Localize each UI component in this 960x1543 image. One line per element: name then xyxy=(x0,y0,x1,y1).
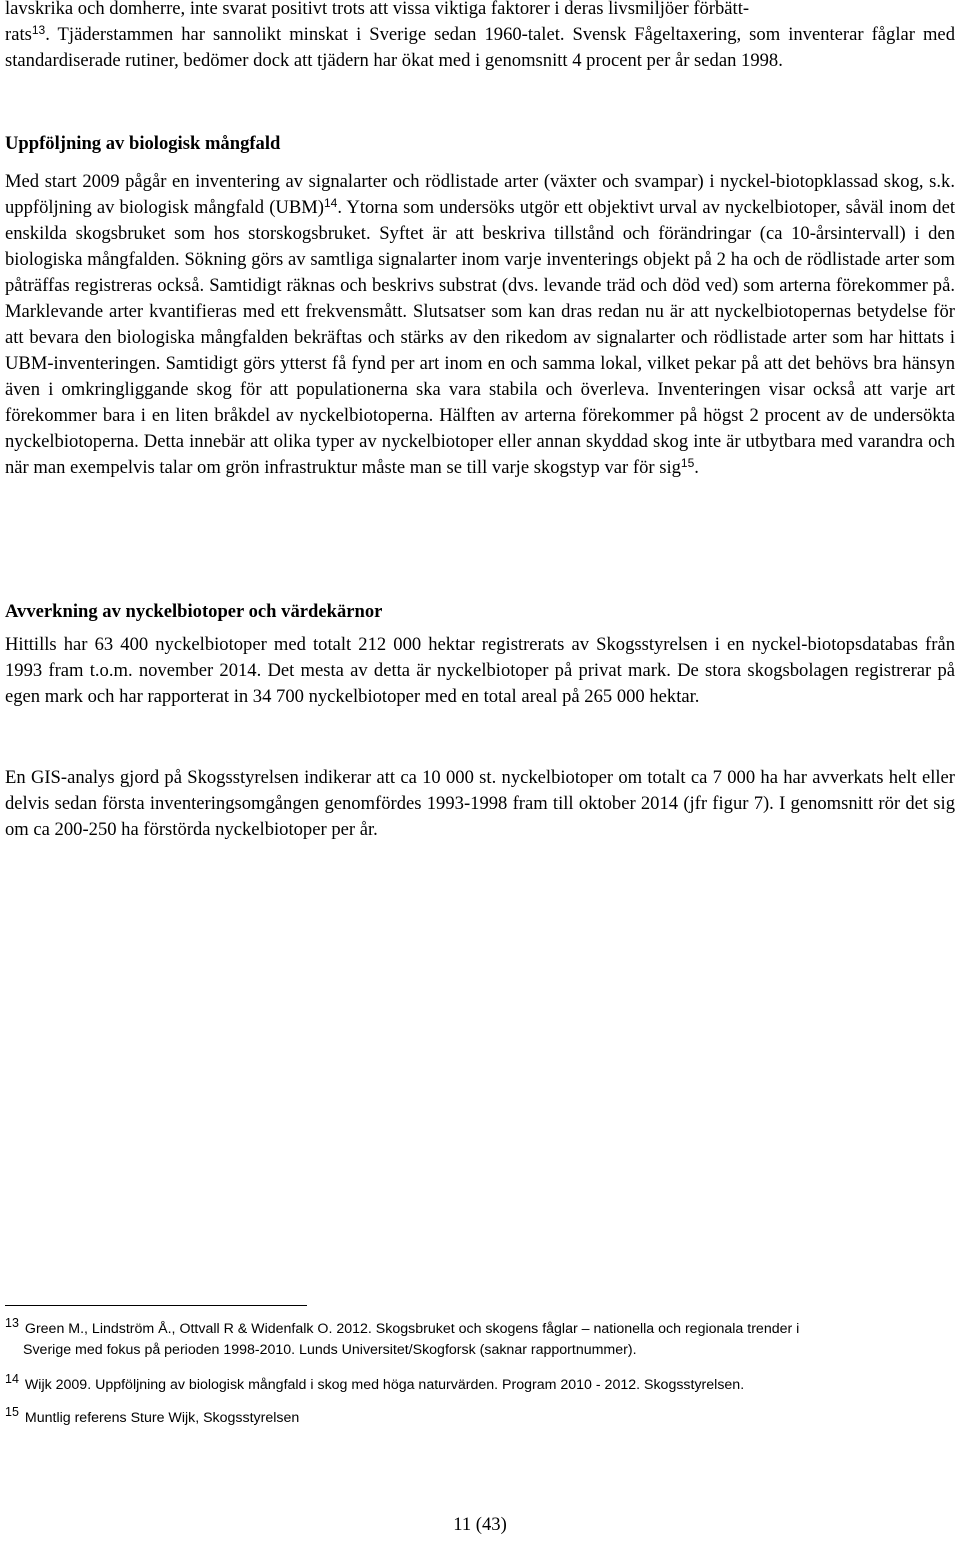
footnote-14 xyxy=(5,1369,744,1396)
intro-line1: lavskrika och domherre, inte svarat positivt trots att vissa viktiga faktorer i deras livsmiljöer förbätt- xyxy=(5,0,750,19)
intro-text-a: rats xyxy=(5,24,32,45)
footnote-ref-15[interactable]: 15 xyxy=(680,456,695,470)
footnote-divider xyxy=(5,1305,307,1306)
footnote-ref-13[interactable]: 13 xyxy=(31,23,46,37)
footnote-ref-14[interactable]: 14 xyxy=(323,196,338,210)
intro-paragraph xyxy=(5,0,955,74)
footnote-text: Wijk 2009. Uppföljning av biologisk mångfald i skog med höga naturvärden. Program 2010 - 2012. Skogsstyrelsen. xyxy=(24,1377,745,1393)
footnote-number: 15 xyxy=(5,1405,19,1419)
section-heading-biologisk-mangfald: Uppföljning av biologisk mångfald xyxy=(5,133,281,154)
section1-text-c: . xyxy=(694,457,699,478)
footnote-13 xyxy=(5,1313,799,1361)
footnote-number: 14 xyxy=(5,1372,19,1386)
section1-text-b: . Ytorna som undersöks utgör ett objektivt urval av nyckelbiotoper, såväl inom det enskilda skogsbruket som hos storskogsbruket. Syftet är att beskriva tillstånd och förändringar (ca 10-årsintervall) i den biologiska mångfalden. Sökning görs av samtliga signalarter inom varje inventerings objekt på 2 ha och de rödlistade arter som påträffas registreras också. Samtidigt räknas och beskrivs substrat (dvs. levande träd och död ved) som arterna förekommer på. Marklevande arter kvantifieras med ett frekvensmått. Slutsatser som kan dras redan nu är att nyckelbiotopernas betydelse för att bevara den biologiska mångfalden bekräftas och stärks av den rikedom av signalarter och rödlistade arter som har hittats i UBM-inventeringen. Samtidigt görs ytterst få fynd per art inom en och samma lokal, vilket pekar på att det behövs bra hänsyn även i omkringliggande skog för att populationerna ska vara stabila och överleva. Inventeringen visar också att varje art förekommer bara i en liten bråkdel av nyckelbiotoperna. Hälften av arterna förekommer på högst 2 procent av de undersökta nyckelbiotoperna. Detta innebär att olika typer av nyckelbiotoper eller annan skyddad skog inte är utbytbara med varandra och när man exempelvis talar om grön infrastruktur måste man se till varje skogstyp var för sig xyxy=(5,197,955,478)
section-biologisk-mangfald-paragraph xyxy=(5,169,955,481)
footnote-15 xyxy=(5,1402,299,1429)
avverkning-paragraph-2: En GIS-analys gjord på Skogsstyrelsen indikerar att ca 10 000 st. nyckelbiotoper om totalt ca 7 000 ha har avverkats helt eller delvis sedan första inventeringsomgången genomfördes 1993-1998 fram till oktober 2014 (jfr figur 7). I genomsnitt rör det sig om ca 200-250 ha förstörda nyckelbiotoper per år. xyxy=(5,767,955,840)
page-number: 11 (43) xyxy=(453,1514,507,1535)
footnote-number: 13 xyxy=(5,1316,19,1330)
footnote-text: Muntlig referens Sture Wijk, Skogsstyrelsen xyxy=(24,1410,300,1426)
intro-text-b: . Tjäderstammen har sannolikt minskat i Sverige sedan 1960-talet. Svensk Fågeltaxering, som inventerar fåglar med standardiserade rutiner, bedömer dock att tjädern har ökat med i genomsnitt 4 procent per år sedan 1998. xyxy=(5,24,955,71)
footnote-text: Green M., Lindström Å., Ottvall R & Widenfalk O. 2012. Skogsbruket och skogens fåglar – nationella och regionala trender i xyxy=(24,1321,800,1337)
section-heading-avverkning: Avverkning av nyckelbiotoper och värdekärnor xyxy=(5,601,383,622)
section1-text-a: Med start 2009 pågår en inventering av signalarter och rödlistade arter (växter och svampar) i nyckel-biotopklassad skog, s.k. uppföljning av biologisk mångfald (UBM) xyxy=(5,171,955,218)
footnote-text-continued: Sverige med fokus på perioden 1998-2010. Lunds Universitet/Skogforsk (saknar rapportnummer). xyxy=(23,1342,637,1358)
avverkning-paragraph-1: Hittills har 63 400 nyckelbiotoper med totalt 212 000 hektar registrerats av Skogsstyrelsen i en nyckel-biotopsdatabas från 1993 fram t.o.m. november 2014. Det mesta av detta är nyckelbiotoper på privat mark. De stora skogsbolagen registrerar på egen mark och har rapporterat in 34 700 nyckelbiotoper med en total areal på 265 000 hektar. xyxy=(5,634,955,707)
